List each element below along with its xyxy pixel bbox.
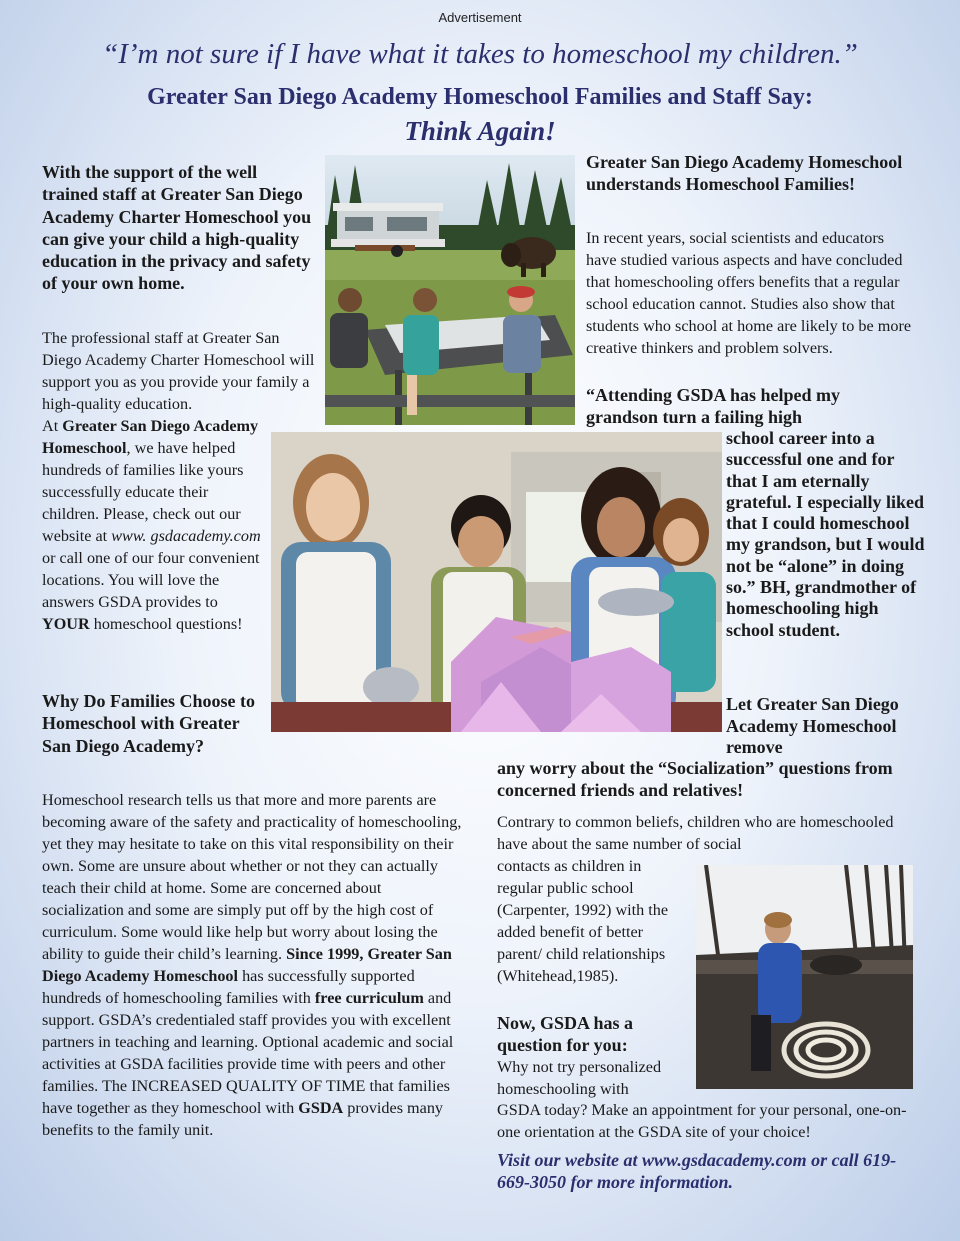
question-paragraph-start: Why not try personalized homeschooling with bbox=[497, 1058, 662, 1098]
question-paragraph-end: GSDA today? Make an appointment for your personal, one-on-one orientation at the GSDA site of your choice! bbox=[497, 1101, 907, 1141]
socialization-heading-start: Let Greater San Diego Academy Homeschool remove bbox=[726, 694, 899, 757]
testimonial-end: school career into a successful one and for that I am eternally grateful. I especially liked that I could homeschool my grandson, but I would not be “alone” in doing so.” BH, grandmother of homeschooling high school student. bbox=[726, 428, 925, 640]
staff-paragraph: The professional staff at Greater San Diego Academy Charter Homeschool will support you as you provide your family a high-quality education. bbox=[42, 329, 315, 413]
understands-heading: Greater San Diego Academy Homeschool understands Homeschool Families! bbox=[586, 152, 903, 194]
headline-emphasis: Think Again! bbox=[404, 116, 556, 146]
why-heading: Why Do Families Choose to Homeschool with Greater San Diego Academy? bbox=[42, 691, 255, 756]
advertisement-label: Advertisement bbox=[438, 10, 522, 25]
families-paragraph: Homeschool, we have helped hundreds of families like yours successfully educate their children. Please, check out our website at www. gsdacademy.com or call one of our four convenient locations. You will love the answers GSDA provides to YOUR homeschool questions! bbox=[42, 439, 261, 633]
research-paragraph: Homeschool research tells us that more and more parents are becoming aware of the safety and practicality of homeschooling, yet they may hesitate to take on this vital responsibility on their own. Some are unsure about whether or not they can actually teach their child at home. Some are concerned about socialization and some are simply put off by the high cost of curriculum. Some would like help but worry about losing the ability to guide their child’s learning. Since 1999, Greater San Diego Academy Homeschool has successfully supported hundreds of homeschooling families with free curriculum and support. GSDA’s credentialed staff provides you with excellent partners in teaching and learning. Optional academic and social activities at GSDA facilities provide time with peers and other families. The INCREASED QUALITY OF TIME that families have together as they homeschool with GSDA provides many benefits to the family unit. bbox=[42, 791, 462, 1139]
socialization-paragraph-end: contacts as children in regular public school (Carpenter, 1992) with the added benefit of better parent/ child relationships (Whitehead,1985). bbox=[497, 857, 669, 985]
research-benefits-paragraph: In recent years, social scientists and educators have studied various aspects and have concluded that homeschooling offers benefits that a regular school education cannot. Studies also show that students who school at home are likely to be more creative thinkers and problem solvers. bbox=[586, 229, 912, 357]
ship-photo bbox=[696, 865, 913, 1089]
socialization-paragraph-start: Contrary to common beliefs, children who are homeschooled have about the same number of social bbox=[497, 813, 894, 853]
pull-quote: “I’m not sure if I have what it takes to homeschool my children.” bbox=[102, 38, 858, 70]
call-to-action[interactable]: Visit our website at www.gsdacademy.com or call 619-669-3050 for more information. bbox=[497, 1150, 897, 1192]
question-heading: Now, GSDA has a question for you: bbox=[497, 1013, 634, 1055]
website-link[interactable]: www. gsdacademy.com bbox=[111, 527, 261, 545]
campsite-photo bbox=[325, 155, 575, 425]
crafting-photo bbox=[271, 432, 722, 732]
testimonial-start: “Attending GSDA has helped my grandson turn a failing high bbox=[586, 385, 841, 427]
socialization-heading-end: any worry about the “Socialization” questions from concerned friends and relatives! bbox=[497, 758, 893, 800]
lead-paragraph: With the support of the well trained staff at Greater San Diego Academy Charter Homeschool you can give your child a high-quality education in the privacy and safety of your own home. bbox=[42, 162, 312, 294]
gsda-intro-line: At Greater San Diego Academy bbox=[42, 417, 259, 435]
headline: Greater San Diego Academy Homeschool Families and Staff Say: bbox=[147, 84, 813, 110]
